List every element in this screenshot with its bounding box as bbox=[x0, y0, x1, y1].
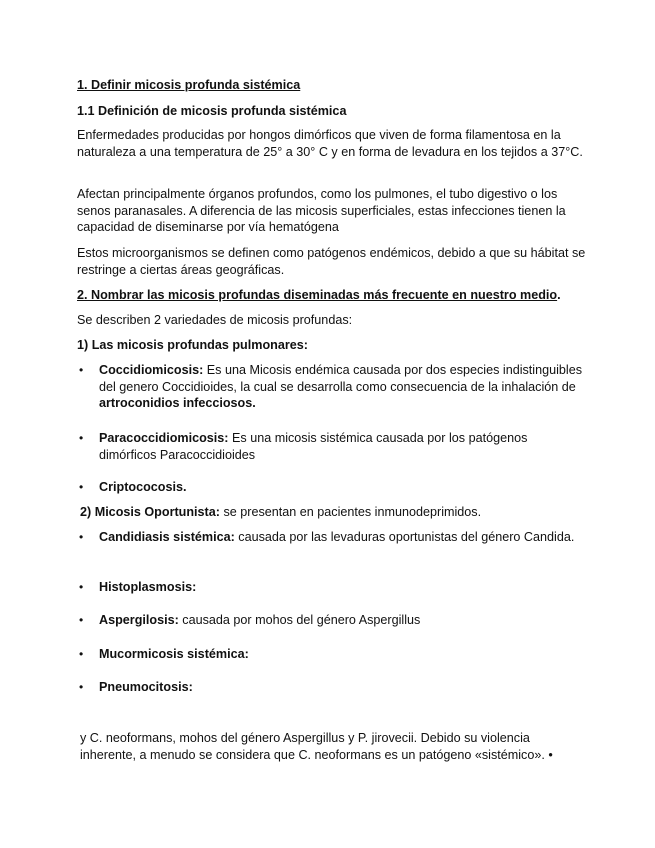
group2-list-2 bbox=[77, 579, 587, 596]
bullet-icon: • bbox=[79, 530, 84, 544]
list-item-paracoccidiomicosis: • Paracoccidiomicosis: Es una micosis sistémica causada por los patógenos dimórficos Paracoccidioides bbox=[79, 431, 528, 462]
list-item-candidiasis: • Candidiasis sistémica: causada por las levaduras oportunistas del género Candida. bbox=[79, 530, 575, 544]
list-item-mucormicosis: • Mucormicosis sistémica: bbox=[79, 647, 249, 661]
list-item-criptococosis: • Criptococosis. bbox=[79, 480, 187, 494]
paragraph-endemic: Estos microorganismos se definen como patógenos endémicos, debido a que su hábitat se restringe a ciertas áreas geográficas. bbox=[77, 246, 586, 277]
group1-list-3 bbox=[77, 479, 587, 496]
section2-intro: Se describen 2 variedades de micosis profundas: bbox=[77, 313, 353, 327]
group1-title: 1) Las micosis profundas pulmonares: bbox=[77, 338, 308, 352]
group2-list-5 bbox=[77, 679, 587, 696]
paragraph-definition: Enfermedades producidas por hongos dimórficos que viven de forma filamentosa en la naturaleza a una temperatura de 25° a 30° C y en forma de levadura en los tejidos a 37°C. bbox=[77, 128, 583, 159]
section2-heading: 2. Nombrar las micosis profundas diseminadas más frecuente en nuestro medio. bbox=[77, 288, 561, 302]
bullet-icon: • bbox=[79, 680, 84, 694]
tail-paragraph: y C. neoformans, mohos del género Aspergillus y P. jirovecii. Debido su violencia inherente, a menudo se considera que C. neoformans es un patógeno «sistémico». • bbox=[80, 731, 553, 762]
paragraph-organs: Afectan principalmente órganos profundos, como los pulmones, el tubo digestivo o los senos paranasales. A diferencia de las micosis superficiales, estas infecciones tienen la capacidad de diseminarse por vía hematógena bbox=[77, 187, 566, 235]
list-item-coccidiomicosis: • Coccidiomicosis: Es una Micosis endémica causada por dos especies indistinguibles del genero Coccidioides, la cual se desarrolla como consecuencia de la inhalación de artroconidios infecciosos. bbox=[79, 363, 583, 411]
bullet-icon: • bbox=[79, 580, 84, 594]
group2-title: 2) Micosis Oportunista: se presentan en pacientes inmunodeprimidos. bbox=[80, 505, 482, 519]
bullet-icon: • bbox=[79, 480, 84, 494]
bullet-icon: • bbox=[79, 363, 84, 377]
group1-list-2 bbox=[77, 430, 587, 463]
group2-list-3 bbox=[77, 612, 587, 629]
group2-list-4 bbox=[77, 646, 587, 663]
section1-subheading: 1.1 Definición de micosis profunda sistémica bbox=[77, 104, 347, 118]
list-item-histoplasmosis: • Histoplasmosis: bbox=[79, 580, 197, 594]
group1-list bbox=[77, 362, 587, 412]
bullet-icon: • bbox=[79, 431, 84, 445]
bullet-icon: • bbox=[79, 647, 84, 661]
list-item-aspergilosis: • Aspergilosis: causada por mohos del género Aspergillus bbox=[79, 613, 421, 627]
section1-heading: 1. Definir micosis profunda sistémica bbox=[77, 78, 301, 92]
list-item-pneumocitosis: • Pneumocitosis: bbox=[79, 680, 193, 694]
bullet-icon: • bbox=[79, 613, 84, 627]
group2-list bbox=[77, 529, 587, 546]
